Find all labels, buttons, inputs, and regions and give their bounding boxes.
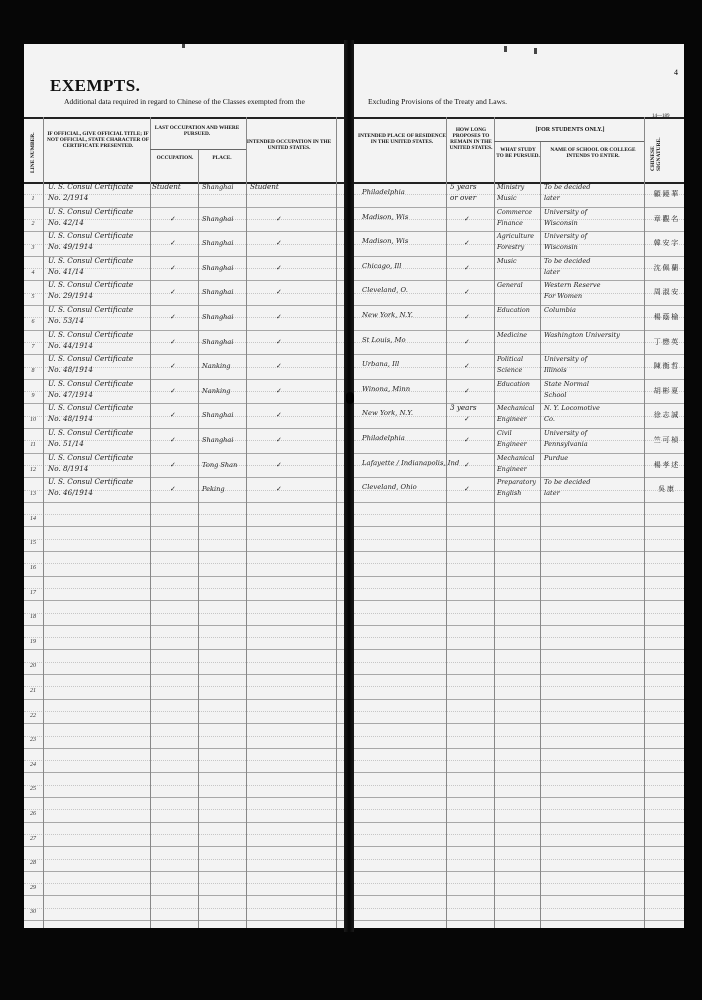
certificate-type: U. S. Consul Certificate xyxy=(48,378,134,388)
chinese-signature: 丁 懋 英 xyxy=(653,337,679,346)
header-last-occupation: LAST OCCUPATION AND WHERE PURSUED. xyxy=(154,125,240,137)
row-mid-rule xyxy=(354,711,684,712)
intended-occupation: ✓ xyxy=(276,436,282,444)
intended-occupation: ✓ xyxy=(276,313,282,321)
form-subtitle-left: Additional data required in regard to Chinese of the Classes exempted from the xyxy=(64,97,305,106)
intended-occupation: ✓ xyxy=(276,337,282,346)
certificate-number: No. 51/14 xyxy=(48,439,84,448)
row-rule xyxy=(354,871,684,872)
row-mid-rule xyxy=(354,809,684,810)
length-of-stay: ✓ xyxy=(464,362,470,371)
chinese-signature: 吳 康 xyxy=(658,485,674,494)
line-number: 6 xyxy=(31,319,35,325)
row-rule xyxy=(24,846,344,847)
last-place: Shanghai xyxy=(202,313,234,321)
chinese-signature: 章 觀 名 xyxy=(653,214,679,223)
line-number: 27 xyxy=(30,835,36,842)
intended-occupation: ✓ xyxy=(276,263,282,272)
school-name: Washington University xyxy=(544,330,620,339)
row-rule xyxy=(24,576,344,577)
line-number: 29 xyxy=(30,884,36,891)
chinese-signature: 竺 可 楨 xyxy=(653,436,679,444)
line-number: 9 xyxy=(31,392,35,399)
chinese-signature: 楊 蔭 榆 xyxy=(653,313,679,321)
chinese-signature: 胡 彬 夏 xyxy=(653,386,679,395)
row-rule xyxy=(24,674,344,675)
row-mid-rule xyxy=(354,514,684,515)
line-number: 16 xyxy=(30,565,36,571)
chinese-signature: 沈 佩 蘭 xyxy=(653,263,679,272)
line-number: 14 xyxy=(30,515,36,522)
header-students-only: [FOR STUDENTS ONLY.] xyxy=(535,127,605,133)
school-name-2: Wisconsin xyxy=(544,243,578,252)
column-rule xyxy=(246,117,247,928)
row-rule xyxy=(24,895,344,896)
study-pursued-2: Science xyxy=(497,366,523,375)
certificate-number: No. 53/14 xyxy=(48,316,84,325)
length-of-stay-note: or over xyxy=(450,193,477,202)
last-place: Shanghai xyxy=(202,337,234,346)
certificate-type: U. S. Consul Certificate xyxy=(48,182,134,191)
chinese-signature: 陳 衡 哲 xyxy=(653,362,679,371)
school-name-2: Pennsylvania xyxy=(544,440,588,448)
study-pursued: Commerce xyxy=(497,207,533,216)
row-mid-rule xyxy=(354,613,684,614)
last-occupation: ✓ xyxy=(170,411,176,420)
header-intended-occupation: INTENDED OCCUPATION IN THE UNITED STATES. xyxy=(246,139,332,151)
page-number: 4 xyxy=(674,68,678,77)
study-pursued: Political xyxy=(497,355,524,364)
study-pursued: Ministry xyxy=(497,183,525,191)
subheader-rule xyxy=(494,141,644,142)
line-number: 23 xyxy=(30,737,36,744)
length-of-stay: ✓ xyxy=(464,239,470,248)
school-name-2: later xyxy=(544,267,560,276)
left-ledger xyxy=(24,117,344,928)
intended-residence: Chicago, Ill xyxy=(362,261,402,270)
line-number: 10 xyxy=(30,417,36,424)
row-mid-rule xyxy=(24,686,344,687)
study-pursued: General xyxy=(497,281,523,290)
study-pursued: Mechanical xyxy=(497,453,535,462)
chinese-signature: 周 淑 安 xyxy=(653,288,679,297)
chinese-signature: 楊 孝 述 xyxy=(653,460,679,469)
row-rule xyxy=(354,502,684,503)
school-name-2: Illinois xyxy=(544,366,567,375)
line-number: 5 xyxy=(31,294,35,301)
certificate-type: U. S. Consul Certificate xyxy=(48,452,134,462)
line-number: 11 xyxy=(30,442,36,448)
intended-residence: Philadelphia xyxy=(362,188,405,196)
last-place: Shanghai xyxy=(202,411,234,420)
length-of-stay: 5 years xyxy=(450,182,477,191)
certificate-type: U. S. Consul Certificate xyxy=(48,428,134,437)
last-place: Shanghai xyxy=(202,288,234,297)
row-mid-rule xyxy=(354,588,684,589)
left-page xyxy=(24,44,344,928)
intended-residence: St Louis, Mo xyxy=(362,335,406,344)
certificate-number: No. 47/1914 xyxy=(48,389,93,399)
row-rule xyxy=(354,699,684,700)
certificate-type: U. S. Consul Certificate xyxy=(48,255,134,265)
line-number: 2 xyxy=(31,220,35,227)
certificate-type: U. S. Consul Certificate xyxy=(48,206,134,216)
row-rule xyxy=(354,625,684,626)
certificate-number: No. 48/1914 xyxy=(48,365,93,375)
school-name: Purdue xyxy=(544,453,569,462)
certificate-number: No. 48/1914 xyxy=(48,414,93,424)
row-mid-rule xyxy=(24,514,344,515)
line-number: 1 xyxy=(31,196,35,202)
school-name: To be decided xyxy=(544,256,591,265)
row-rule xyxy=(354,895,684,896)
certificate-number: No. 42/14 xyxy=(48,217,84,227)
last-occupation: ✓ xyxy=(170,214,176,223)
intended-residence: Cleveland, Ohio xyxy=(362,483,417,492)
last-occupation: ✓ xyxy=(170,362,176,371)
school-name-2: School xyxy=(544,390,567,399)
row-rule xyxy=(354,920,684,921)
last-occupation: ✓ xyxy=(170,436,176,444)
binding-mark xyxy=(182,44,185,48)
certificate-number: No. 29/1914 xyxy=(48,291,93,301)
row-rule xyxy=(24,526,344,527)
study-pursued-2: Engineer xyxy=(497,440,527,448)
study-pursued: Medicine xyxy=(497,330,527,339)
row-rule xyxy=(24,920,344,921)
intended-residence: New York, N.Y. xyxy=(362,311,414,319)
row-rule xyxy=(354,748,684,749)
last-place: Shanghai xyxy=(202,436,234,444)
binding-mark xyxy=(534,48,537,54)
row-mid-rule xyxy=(24,834,344,835)
header-signature: CHINESE SIGNATURE. xyxy=(650,137,662,171)
binding-hole xyxy=(346,392,354,404)
school-name: N. Y. Locomotive xyxy=(544,404,600,413)
line-number: 22 xyxy=(30,712,36,719)
school-name-2: Wisconsin xyxy=(544,218,578,227)
certificate-type: U. S. Consul Certificate xyxy=(48,280,134,290)
row-mid-rule xyxy=(354,908,684,909)
length-of-stay: ✓ xyxy=(464,460,470,469)
last-occupation: ✓ xyxy=(170,288,176,297)
row-rule xyxy=(24,723,344,724)
form-title: EXEMPTS. xyxy=(50,76,141,95)
school-name: University of xyxy=(544,207,588,216)
study-pursued: Mechanical xyxy=(497,404,535,413)
row-mid-rule xyxy=(354,563,684,564)
study-pursued-2: Music xyxy=(497,194,517,202)
school-name: To be decided xyxy=(544,478,591,487)
chinese-signature: 韓 安 字 xyxy=(653,239,679,248)
intended-occupation: ✓ xyxy=(276,386,282,395)
row-rule xyxy=(354,674,684,675)
certificate-type: U. S. Consul Certificate xyxy=(48,305,134,314)
column-rule xyxy=(336,117,337,928)
intended-occupation: ✓ xyxy=(276,239,282,248)
row-rule xyxy=(24,822,344,823)
intended-residence: New York, N.Y. xyxy=(362,409,414,418)
row-mid-rule xyxy=(24,588,344,589)
row-rule xyxy=(24,871,344,872)
page-fold xyxy=(344,40,354,932)
school-name-2: later xyxy=(544,489,560,498)
row-mid-rule xyxy=(24,637,344,638)
intended-residence: Urbana, Ill xyxy=(362,360,400,369)
header-line-number: LINE NUMBER. xyxy=(30,132,36,173)
column-rule xyxy=(540,141,541,928)
row-rule xyxy=(24,502,344,503)
subheader-rule xyxy=(150,149,246,150)
row-mid-rule xyxy=(354,539,684,540)
line-number: 24 xyxy=(30,761,36,768)
length-of-stay-note: ✓ xyxy=(464,415,470,424)
intended-occupation: ✓ xyxy=(276,288,282,297)
row-rule xyxy=(24,797,344,798)
line-number: 21 xyxy=(30,688,36,694)
column-rule xyxy=(43,117,44,928)
row-mid-rule xyxy=(354,760,684,761)
line-number: 19 xyxy=(30,638,36,645)
form-subtitle-right: Excluding Provisions of the Treaty and Laws. xyxy=(368,97,507,106)
intended-occupation: ✓ xyxy=(276,485,282,494)
row-mid-rule xyxy=(24,760,344,761)
last-place: Nanking xyxy=(202,362,231,371)
row-mid-rule xyxy=(354,834,684,835)
row-rule xyxy=(354,822,684,823)
school-name: University of xyxy=(544,355,588,364)
study-pursued: Education xyxy=(497,306,530,314)
form-code: 14—189 xyxy=(652,114,670,119)
school-name: Western Reserve xyxy=(544,281,601,290)
intended-residence: Cleveland, O. xyxy=(362,286,408,295)
header-school: NAME OF SCHOOL OR COLLEGE INTENDS TO ENTER. xyxy=(550,147,636,159)
column-rule xyxy=(198,149,199,928)
intended-residence: Winona, Minn xyxy=(362,384,411,393)
study-pursued: Education xyxy=(497,379,530,388)
study-pursued-2: Engineer xyxy=(497,464,527,473)
intended-residence: Philadelphia xyxy=(362,434,405,442)
certificate-number: No. 44/1914 xyxy=(48,340,93,350)
line-number: 26 xyxy=(30,811,36,817)
row-rule xyxy=(354,649,684,650)
row-rule xyxy=(24,699,344,700)
row-rule xyxy=(24,551,344,552)
last-occupation: ✓ xyxy=(170,386,176,395)
length-of-stay: ✓ xyxy=(464,288,470,297)
study-pursued-2: Forestry xyxy=(497,243,525,252)
intended-residence: Madison, Wis xyxy=(362,237,409,246)
certificate-type: U. S. Consul Certificate xyxy=(48,403,134,413)
study-pursued-2: English xyxy=(497,489,522,498)
certificate-type: U. S. Consul Certificate xyxy=(48,231,134,241)
line-number: 15 xyxy=(30,540,36,547)
certificate-type: U. S. Consul Certificate xyxy=(48,477,134,487)
last-occupation: ✓ xyxy=(170,313,176,321)
last-place: Shanghai xyxy=(202,183,234,191)
column-rule xyxy=(446,117,447,928)
row-rule xyxy=(354,723,684,724)
intended-residence: Madison, Wis xyxy=(362,212,409,221)
row-mid-rule xyxy=(24,662,344,663)
row-rule xyxy=(24,600,344,601)
row-mid-rule xyxy=(24,563,344,564)
intended-occupation: ✓ xyxy=(276,214,282,223)
column-rule xyxy=(644,117,645,928)
header-study: WHAT STUDY TO BE PURSUED. xyxy=(496,147,540,159)
row-rule xyxy=(354,576,684,577)
length-of-stay: ✓ xyxy=(464,214,470,223)
right-ledger xyxy=(354,117,684,928)
last-occupation: ✓ xyxy=(170,239,176,248)
row-rule xyxy=(354,772,684,773)
length-of-stay: ✓ xyxy=(464,436,470,444)
length-of-stay: ✓ xyxy=(464,485,470,494)
school-name: Columbia xyxy=(544,306,576,314)
row-mid-rule xyxy=(354,785,684,786)
last-occupation: ✓ xyxy=(170,263,176,272)
study-pursued: Civil xyxy=(497,429,512,437)
row-mid-rule xyxy=(354,637,684,638)
row-mid-rule xyxy=(24,736,344,737)
header-official-title: IF OFFICIAL, GIVE OFFICIAL TITLE; IF NOT OFFICIAL, STATE CHARACTER OF CERTIFICATE PRESENTED. xyxy=(47,131,149,149)
row-mid-rule xyxy=(24,613,344,614)
row-mid-rule xyxy=(24,809,344,810)
row-mid-rule xyxy=(24,908,344,909)
row-rule xyxy=(354,551,684,552)
row-mid-rule xyxy=(24,859,344,860)
header-how-long: HOW LONG PROPOSES TO REMAIN IN THE UNITED STATES. xyxy=(449,127,493,151)
school-name-2: Co. xyxy=(544,415,555,424)
study-pursued: Music xyxy=(497,256,517,265)
last-occupation: ✓ xyxy=(170,460,176,469)
length-of-stay: ✓ xyxy=(464,386,470,395)
certificate-number: No. 8/1914 xyxy=(48,463,89,473)
school-name: To be decided xyxy=(544,183,591,191)
certificate-type: U. S. Consul Certificate xyxy=(48,354,134,364)
last-place: Shanghai xyxy=(202,239,234,248)
school-name: University of xyxy=(544,232,588,241)
last-place: Shanghai xyxy=(202,214,234,223)
row-rule xyxy=(354,797,684,798)
line-number: 3 xyxy=(31,245,35,252)
row-mid-rule xyxy=(24,711,344,712)
study-pursued: Agriculture xyxy=(497,232,535,241)
last-occupation: ✓ xyxy=(170,337,176,346)
school-name: University of xyxy=(544,429,588,437)
school-name-2: For Women xyxy=(544,292,583,301)
header-occupation: OCCUPATION. xyxy=(156,155,194,161)
line-number: 28 xyxy=(30,860,36,867)
row-mid-rule xyxy=(24,785,344,786)
header-intended-residence: INTENDED PLACE OF RESIDENCE IN THE UNITED STATES. xyxy=(358,133,446,145)
certificate-type: U. S. Consul Certificate xyxy=(48,329,134,339)
line-number: 30 xyxy=(30,909,36,916)
line-number: 17 xyxy=(30,589,36,596)
line-number: 12 xyxy=(30,466,36,473)
line-number: 18 xyxy=(30,614,36,621)
row-rule xyxy=(24,649,344,650)
school-name: State Normal xyxy=(544,379,589,388)
intended-occupation: ✓ xyxy=(276,362,282,371)
line-number: 20 xyxy=(30,663,36,670)
row-mid-rule xyxy=(24,883,344,884)
row-rule xyxy=(24,625,344,626)
intended-residence: Lafayette / Indianapolis, Ind xyxy=(362,458,460,467)
certificate-number: No. 49/1914 xyxy=(48,242,93,252)
last-place: Shanghai xyxy=(202,263,234,272)
column-rule xyxy=(494,117,495,928)
last-place: Nanking xyxy=(202,386,231,395)
binding-mark xyxy=(504,46,507,52)
school-name-2: later xyxy=(544,194,560,202)
last-occupation: Student xyxy=(152,182,181,191)
row-mid-rule xyxy=(354,859,684,860)
row-mid-rule xyxy=(354,268,684,269)
line-number: 7 xyxy=(31,343,35,350)
line-number: 25 xyxy=(30,786,36,793)
line-number: 13 xyxy=(30,491,36,498)
intended-occupation: Student xyxy=(250,182,279,191)
chinese-signature: 顧 鏡 華 xyxy=(653,190,679,198)
line-number: 8 xyxy=(31,368,35,375)
row-mid-rule xyxy=(24,539,344,540)
line-number: 4 xyxy=(31,269,35,276)
length-of-stay: ✓ xyxy=(464,263,470,272)
row-mid-rule xyxy=(354,662,684,663)
length-of-stay: 3 years xyxy=(450,403,477,413)
certificate-number: No. 2/1914 xyxy=(48,193,89,202)
last-place: Peking xyxy=(202,485,225,494)
ledger-top-rule xyxy=(354,117,684,119)
study-pursued-2: Engineer xyxy=(497,415,527,424)
certificate-number: No. 46/1914 xyxy=(48,488,93,498)
last-occupation: ✓ xyxy=(170,485,176,494)
column-rule xyxy=(150,117,151,928)
row-rule xyxy=(354,428,684,429)
length-of-stay: ✓ xyxy=(464,313,470,321)
header-place: PLACE. xyxy=(212,155,232,161)
row-mid-rule xyxy=(354,883,684,884)
row-rule xyxy=(354,600,684,601)
intended-occupation: ✓ xyxy=(276,411,282,420)
row-rule xyxy=(24,772,344,773)
row-rule xyxy=(354,256,684,257)
last-place: Tong Shan xyxy=(202,460,238,469)
intended-occupation: ✓ xyxy=(276,460,282,469)
row-mid-rule xyxy=(354,736,684,737)
row-rule xyxy=(354,526,684,527)
row-mid-rule xyxy=(354,686,684,687)
row-rule xyxy=(354,846,684,847)
certificate-number: No. 41/14 xyxy=(48,266,84,276)
chinese-signature: 徐 志 誠 xyxy=(653,411,679,420)
length-of-stay: ✓ xyxy=(464,337,470,346)
study-pursued-2: Finance xyxy=(497,218,523,227)
study-pursued: Preparatory xyxy=(497,478,536,487)
ledger-top-rule xyxy=(24,117,344,119)
right-page xyxy=(354,44,684,928)
row-rule xyxy=(24,748,344,749)
